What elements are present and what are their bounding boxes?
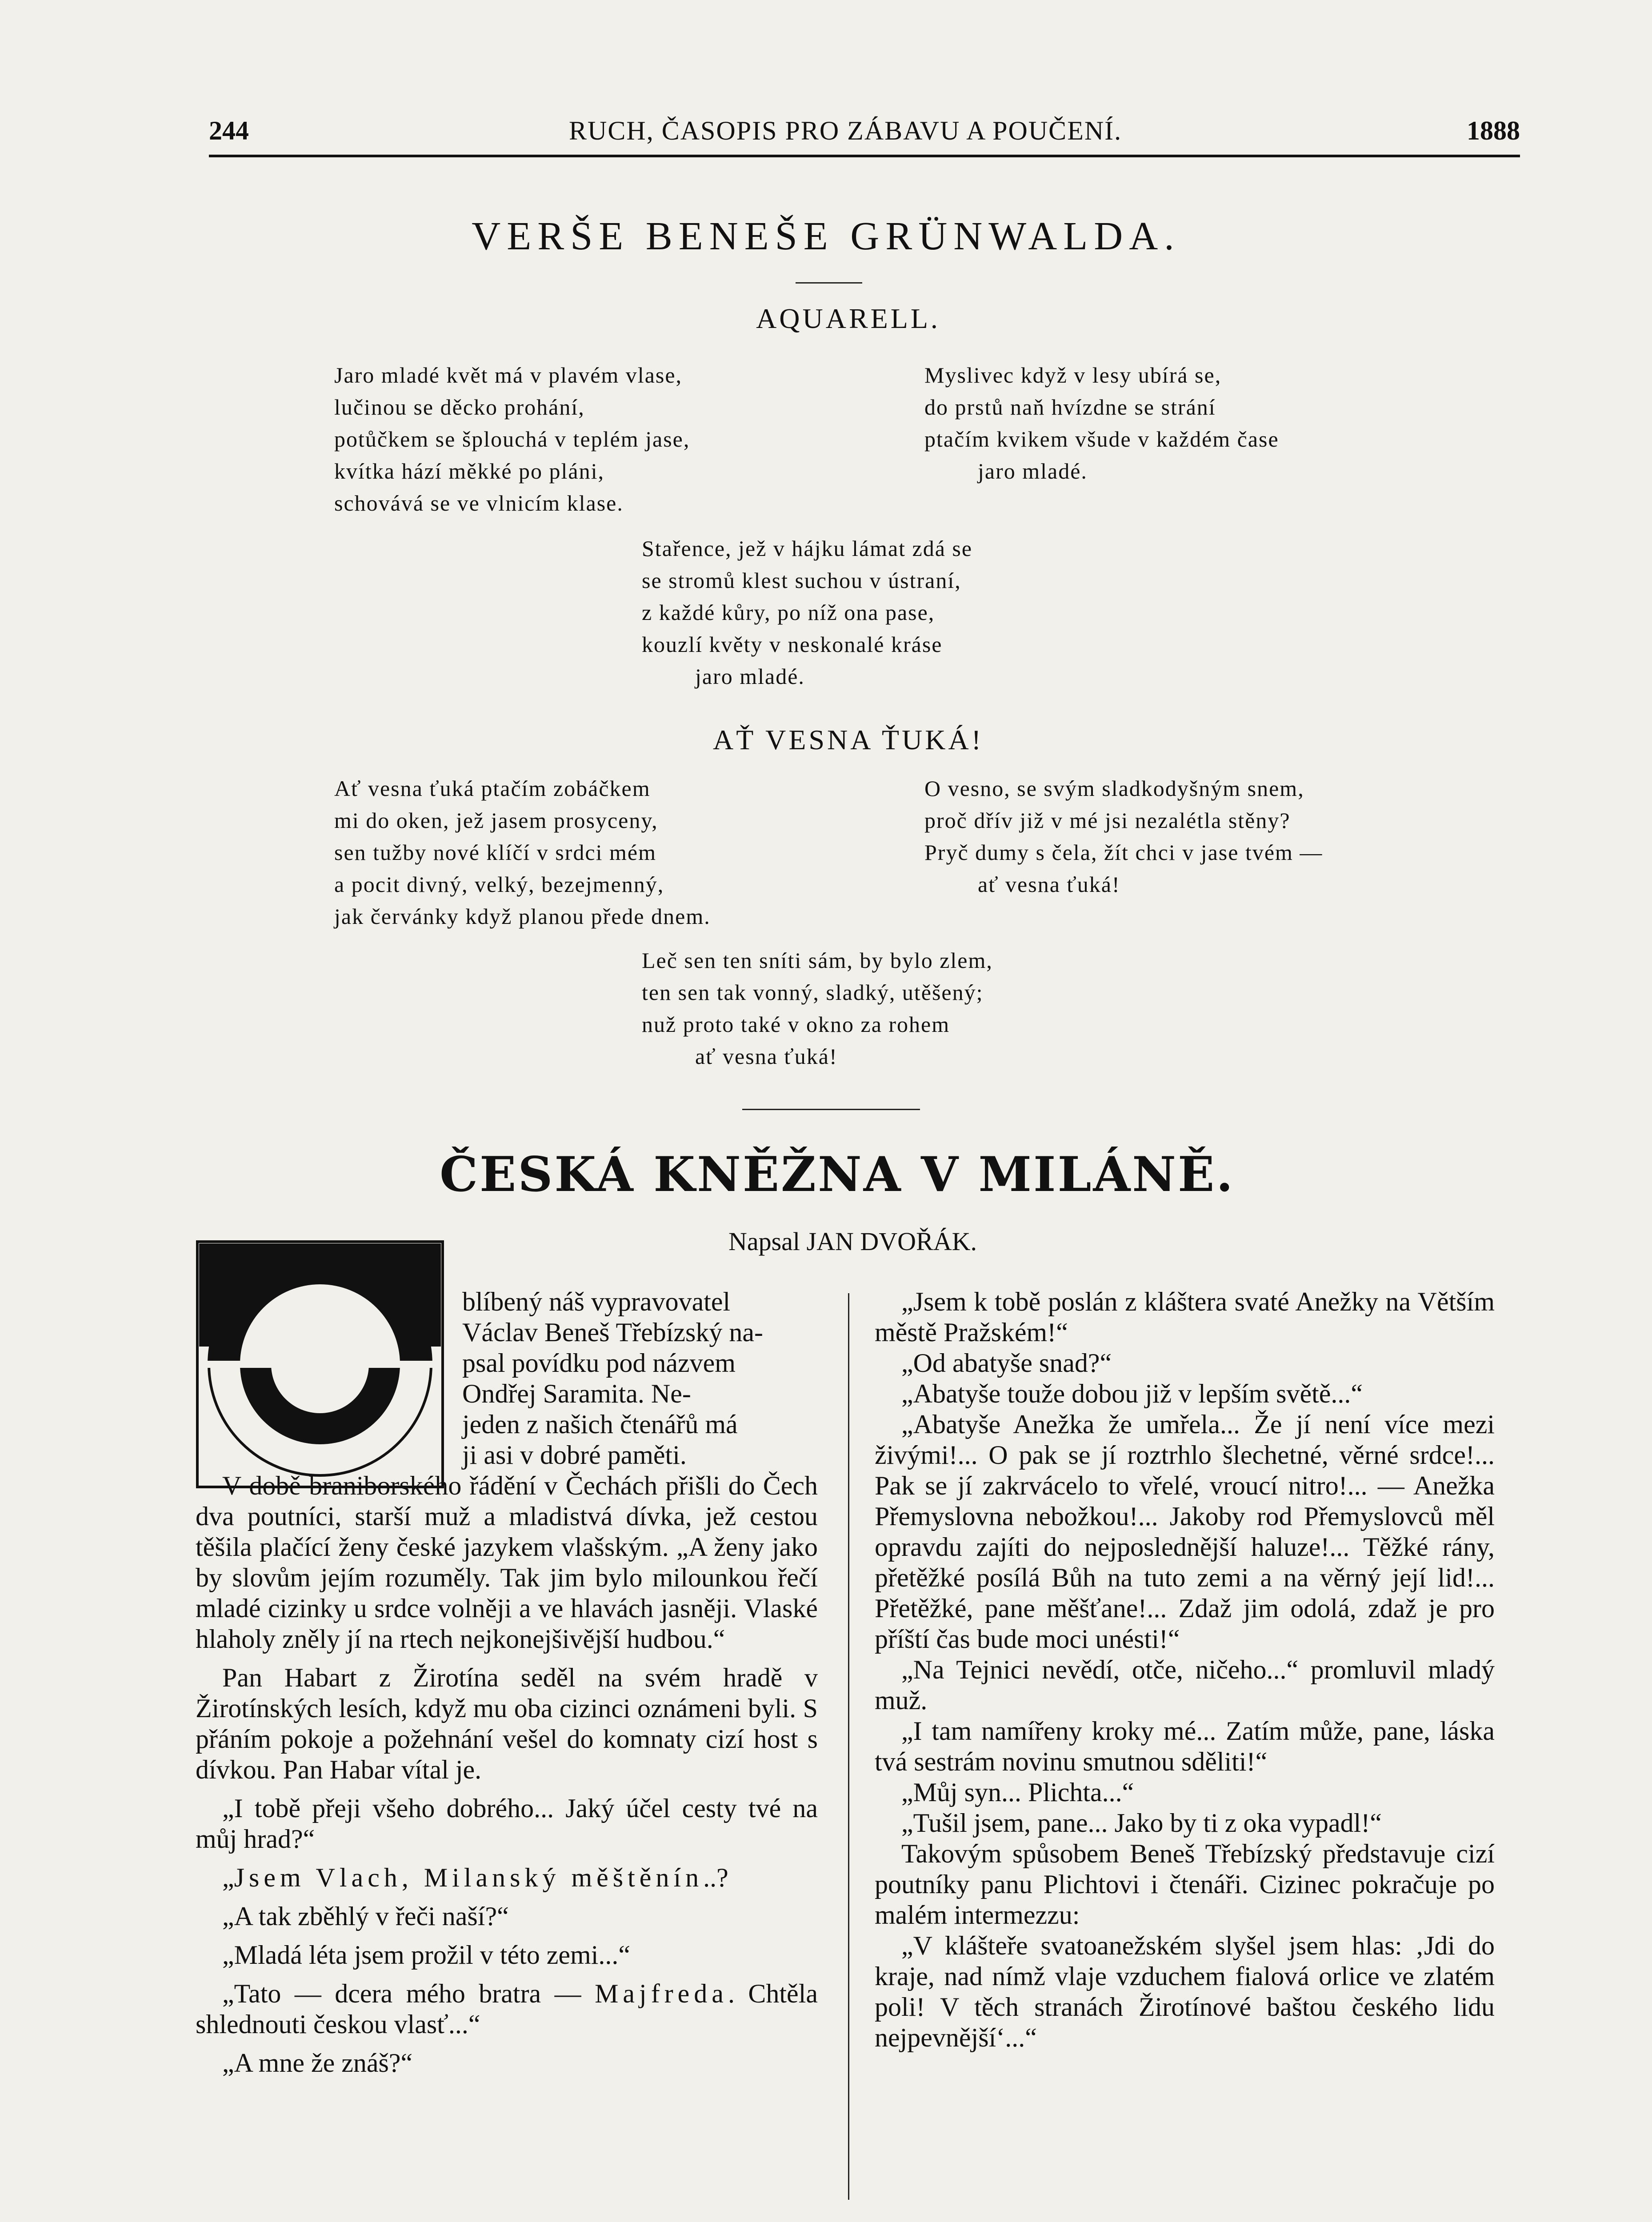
- paragraph: V době braniborského řádění v Čechách přišli do Čech dva poutníci, starší muž a mladistvá dívka, jež cestou těšila plačící ženy české jazykem vlašským. „A ženy jako by slovům jejím rozuměly. Tak jim bylo milounkou řečí mladé cizinky u srdce volněji a ve hlavách jasněji. Vlaské hlaholy zněly jí na rtech nejkonejšivější hudbou.“: [196, 1471, 818, 1654]
- article-byline: Napsal JAN DVOŘÁK.: [728, 1227, 977, 1256]
- verse-refrain: ať vesna ťuká!: [978, 872, 1120, 897]
- paragraph: [196, 1862, 818, 1893]
- vesna-stanza-1: [334, 772, 711, 932]
- verse-line: O vesno, se svým sladkodyšným snem,: [924, 776, 1304, 801]
- aquarell-stanza-3: [642, 532, 972, 692]
- verse-line: kvítka hází měkké po pláni,: [334, 459, 605, 484]
- paragraph: [196, 1978, 818, 2040]
- aquarell-stanza-1: [334, 359, 690, 519]
- drop-line: jeden z našich čtenářů má: [462, 1410, 738, 1439]
- verse-line: mi do oken, jež jasem prosyceny,: [334, 808, 658, 833]
- verse-line: jak červánky když planou přede dnem.: [334, 904, 711, 929]
- verse-line: sen tužby nové klíčí v srdci mém: [334, 840, 656, 865]
- paragraph: „I tam namířeny kroky mé... Zatím může, pane, láska tvá sestrám novinu smutnou sděliti!“: [875, 1716, 1495, 1776]
- paragraph: „Abatyše Anežka že umřela... Že jí není více mezi živými!... O pak se jí roztrhlo šlechetné, věrné srdce!... Pak se jí zakrvácelo to vřelé, vroucí nitro!... — Anežka Přemyslovna nebožkou!... Jakoby rod Přemyslovců měl opravdu zajíti do nejposlednější haluze!... Těžké rány, přetěžké posílá Bůh na tuto zemi a na věrný její lid!... Přetěžké, pane měšťane!... Zdaž jim odolá, zdaž je pro příští čas bude moci unésti!“: [875, 1410, 1495, 1654]
- verse-line: lučinou se děcko prohání,: [334, 395, 585, 420]
- paragraph: „V klášteře svatoanežském slyšel jsem hlas: ‚Jdi do kraje, nad nímž vlaje vzduchem fialová orlice ve zlatém poli! V těch stranách Žirotínové baštou českého lidu nejpevnější‘...“: [875, 1931, 1495, 2052]
- verse-line: kouzlí květy v neskonalé kráse: [642, 632, 943, 657]
- quote-text: . Chtěla shlednouti českou vlasť...“: [196, 1979, 818, 2039]
- drop-line: blíbený náš vypravovatel: [462, 1287, 731, 1316]
- paragraph: „Můj syn... Plichta...“: [901, 1778, 1134, 1807]
- verse-line: ptačím kvikem všude v každém čase: [924, 427, 1279, 452]
- article-right-column: [875, 1287, 1495, 2053]
- vesna-stanza-2: [924, 772, 1323, 900]
- verse-line: Jaro mladé květ má v plavém vlase,: [334, 363, 683, 388]
- header-rule: [209, 155, 1520, 157]
- paragraph: „Mladá léta jsem prožil v této zemi...“: [222, 1940, 630, 1970]
- verse-line: ten sen tak vonný, sladký, utěšený;: [642, 980, 984, 1005]
- verse-refrain: ať vesna ťuká!: [695, 1044, 838, 1069]
- page-number: 244: [209, 116, 249, 145]
- verse-refrain: jaro mladé.: [695, 664, 805, 689]
- section-divider: [742, 1109, 920, 1110]
- paragraph: „A mne že znáš?“: [222, 2048, 413, 2078]
- drop-line: psal povídku pod názvem: [462, 1348, 736, 1378]
- vesna-title: AŤ VESNA ŤUKÁ!: [712, 724, 984, 755]
- spaced-text: Jsem Vlach, Milanský měštěnín: [234, 1863, 704, 1892]
- vesna-stanza-3: [642, 944, 993, 1072]
- verse-line: se stromů klest suchou v ústraní,: [642, 568, 961, 593]
- paragraph: „Od abatyše snad?“: [901, 1348, 1112, 1378]
- verse-line: do prstů naň hvízdne se strání: [924, 395, 1216, 420]
- paragraph: „A tak zběhlý v řeči naší?“: [222, 1902, 509, 1931]
- verse-line: schovává se ve vlnicím klase.: [334, 491, 624, 516]
- spaced-name: Majfreda: [595, 1979, 728, 2008]
- quote-text: „Tato — dcera mého bratra —: [222, 1979, 595, 2008]
- aquarell-title: AQUARELL.: [756, 303, 940, 334]
- aquarell-stanza-2: [924, 359, 1279, 487]
- verse-line: Pryč dumy s čela, žít chci v jase tvém —: [924, 840, 1323, 865]
- running-header: [209, 107, 1520, 160]
- verse-line: Myslivec když v lesy ubírá se,: [924, 363, 1222, 388]
- column-rule: [848, 1293, 849, 2200]
- verse-line: Stařence, jež v hájku lámat zdá se: [642, 536, 973, 561]
- verse-line: potůčkem se šplouchá v teplém jase,: [334, 427, 690, 452]
- paragraph: „Na Tejnici nevědí, otče, ničeho...“ promluvil mladý muž.: [875, 1655, 1495, 1715]
- decorative-initial-o: [196, 1240, 444, 1489]
- paragraph: Pan Habart z Žirotína seděl na svém hradě v Žirotínských lesích, když mu oba cizinci oznámeni byli. S přáním pokoje a požehnání vešel do komnaty cizí host s dívkou. Pan Habar vítal je.: [196, 1663, 818, 1784]
- journal-title: RUCH, ČASOPIS PRO ZÁBAVU A POUČENÍ.: [569, 116, 1122, 145]
- verse-refrain: jaro mladé.: [978, 459, 1088, 484]
- paragraph: „Jsem k tobě poslán z kláštera svaté Anežky na Větším městě Pražském!“: [875, 1287, 1495, 1347]
- drop-line: Ondřej Saramita. Ne-: [462, 1379, 691, 1408]
- poems-title: VERŠE BENEŠE GRÜNWALDA.: [472, 214, 1180, 258]
- paragraph: „Tušil jsem, pane... Jako by ti z oka vypadl!“: [901, 1808, 1382, 1838]
- verse-line: nuž proto také v okno za rohem: [642, 1012, 950, 1037]
- drop-line: Václav Beneš Třebízský na-: [462, 1318, 763, 1347]
- drop-line: ji asi v dobré paměti.: [462, 1440, 687, 1470]
- article-drop-lines: [462, 1287, 818, 1471]
- verse-line: a pocit divný, velký, bezejmenný,: [334, 872, 664, 897]
- paragraph: Takovým spůsobem Beneš Třebízský představuje cizí poutníky panu Plichtovi i čtenáři. Cizinec pokračuje po malém intermezzu:: [875, 1839, 1495, 1930]
- paragraph: „I tobě přeji všeho dobrého... Jaký účel cesty tvé na můj hrad?“: [196, 1794, 818, 1854]
- paragraph: „Abatyše touže dobou již v lepším světě...“: [901, 1379, 1363, 1408]
- verse-line: z každé kůry, po níž ona pase,: [642, 600, 935, 625]
- verse-line: proč dřív již v mé jsi nezalétla stěny?: [924, 808, 1291, 833]
- article-title: ČESKÁ KNĚŽNA V MILÁNĚ.: [440, 1147, 1235, 1203]
- article-left-column: [196, 1471, 818, 2078]
- title-divider: [796, 282, 862, 284]
- verse-line: Ať vesna ťuká ptačím zobáčkem: [334, 776, 651, 801]
- quote-open: „: [222, 1863, 234, 1892]
- quote-close: ..?: [703, 1863, 728, 1892]
- year: 1888: [1467, 116, 1520, 145]
- verse-line: Leč sen ten sníti sám, by bylo zlem,: [642, 948, 993, 973]
